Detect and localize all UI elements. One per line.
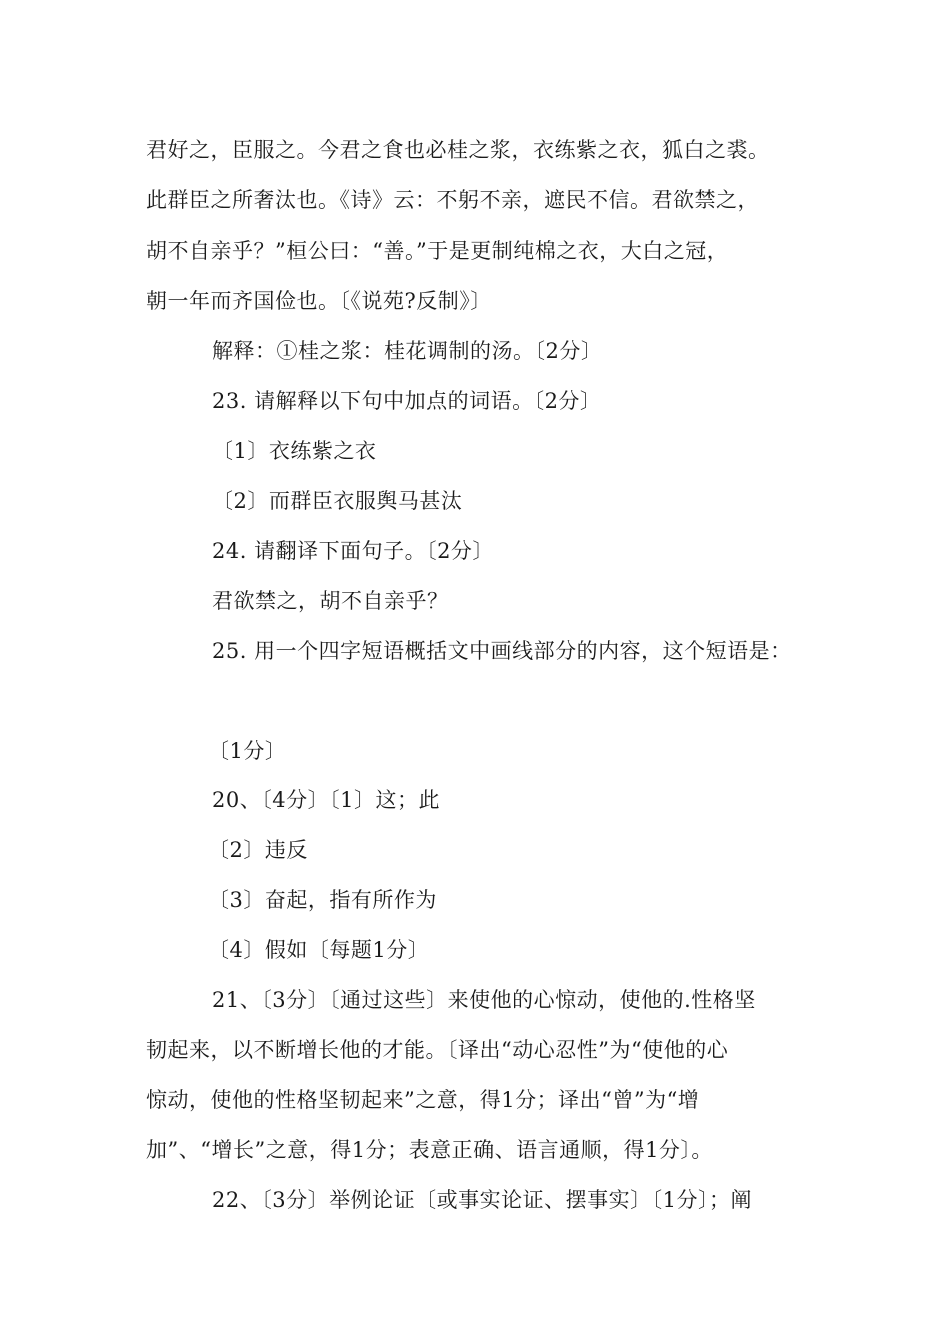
question-23-item-2: 〔2〕而群臣衣服舆马甚汰 [212, 489, 463, 513]
passage-line-2: 此群臣之所奢汰也。《诗》云：不躬不亲，遮民不信。君欲禁之， [146, 188, 759, 212]
answer-21-line-4: 加”、“增长”之意，得1分；表意正确、语言通顺，得1分〕。 [146, 1138, 713, 1162]
answer-20-item-2: 〔2〕违反 [208, 838, 308, 862]
answer-22: 22、〔3分〕举例论证〔或事实论证、摆事实〕〔1分〕；阐 [212, 1188, 752, 1212]
question-24-sentence: 君欲禁之，胡不自亲乎？ [212, 589, 449, 613]
question-24: 24. 请翻译下面句子。〔2分〕 [212, 539, 494, 563]
answer-20-item-3: 〔3〕奋起，指有所作为 [208, 888, 437, 912]
answer-21-line-2: 韧起来，以不断增长他的才能。〔译出“动心忍性”为“使他的心 [146, 1038, 729, 1062]
passage-line-3: 胡不自亲乎？”桓公曰：“善。”于是更制纯棉之衣，大白之冠， [146, 239, 729, 263]
passage-line-1: 君好之，臣服之。今君之食也必桂之浆，衣练紫之衣，狐白之裘。 [146, 138, 770, 162]
question-23-item-1: 〔1〕衣练紫之衣 [212, 439, 377, 463]
answer-21-line-1: 21、〔3分〕〔通过这些〕来使他的心惊动，使他的.性格坚 [212, 988, 756, 1012]
passage-line-4: 朝一年而齐国俭也。〔《说苑?反制》〕 [146, 289, 492, 313]
question-25-points: 〔1分〕 [208, 739, 287, 763]
answer-20-item-4: 〔4〕假如〔每题1分〕 [208, 938, 430, 962]
answer-20: 20、〔4分〕〔1〕这；此 [212, 788, 440, 812]
answer-21-line-3: 惊动，使他的性格坚韧起来”之意，得1分；译出“曾”为“增 [146, 1088, 700, 1112]
annotation-line: 解释：①桂之浆：桂花调制的汤。〔2分〕 [212, 339, 603, 363]
question-23: 23. 请解释以下句中加点的词语。〔2分〕 [212, 389, 602, 413]
question-25: 25. 用一个四字短语概括文中画线部分的内容，这个短语是： [212, 639, 792, 663]
